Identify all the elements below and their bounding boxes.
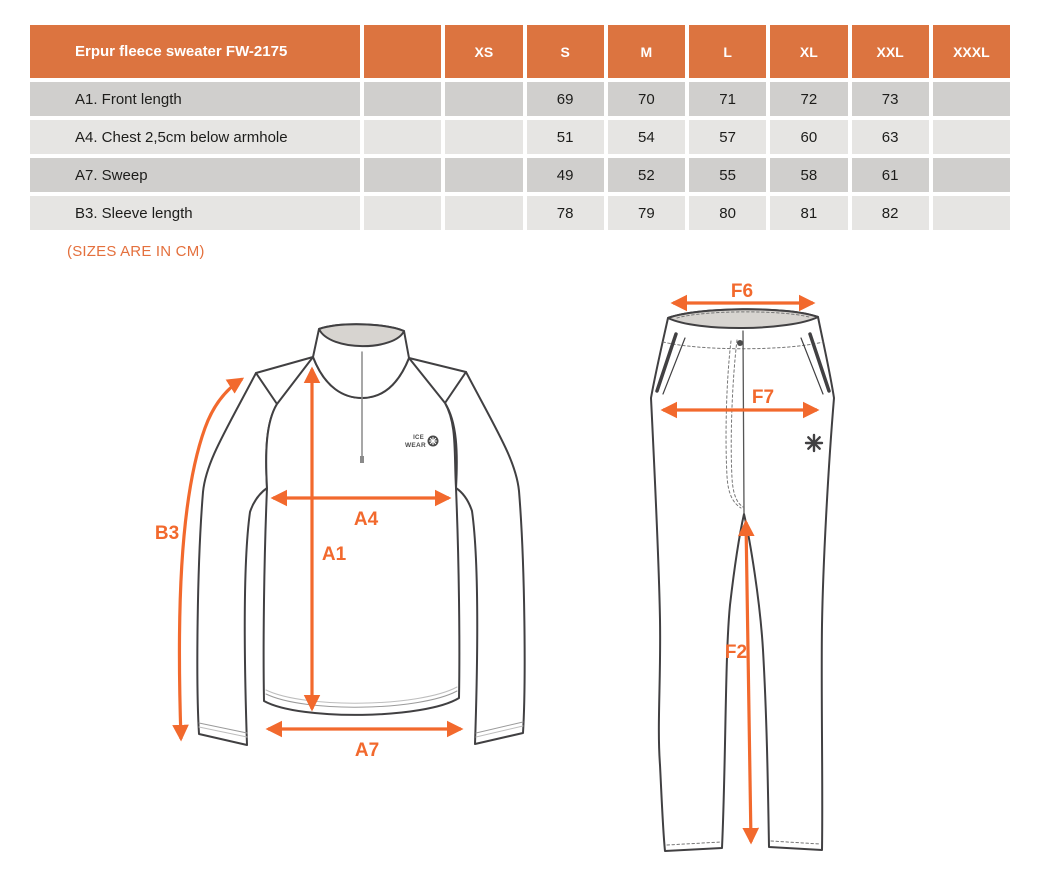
cell-value: 52	[608, 158, 685, 192]
cell-value: 70	[608, 82, 685, 116]
size-col-xl: XL	[770, 25, 847, 78]
cell-value	[933, 120, 1010, 154]
row-label: A1. Front length	[30, 82, 360, 116]
cell-value: 63	[852, 120, 929, 154]
size-table	[30, 25, 1010, 230]
cell-value	[364, 196, 441, 230]
row-label: A4. Chest 2,5cm below armhole	[30, 120, 360, 154]
zipper-pull	[360, 456, 364, 463]
row-label: B3. Sleeve length	[30, 196, 360, 230]
pants-drawing	[651, 309, 834, 851]
pants-snowflake-icon	[806, 435, 822, 451]
cell-value: 73	[852, 82, 929, 116]
size-col-m: M	[608, 25, 685, 78]
logo-text-wear: WEAR	[404, 442, 426, 449]
pants-outline	[651, 309, 834, 851]
cell-value	[933, 196, 1010, 230]
cell-value	[445, 196, 522, 230]
cell-value	[933, 158, 1010, 192]
cell-value: 79	[608, 196, 685, 230]
table-title: Erpur fleece sweater FW-2175	[30, 25, 360, 78]
label-f2: F2	[724, 642, 748, 663]
sizes-in-cm-note: (SIZES ARE IN CM)	[67, 243, 205, 260]
cell-value: 54	[608, 120, 685, 154]
label-a4: A4	[353, 509, 379, 530]
cell-value: 60	[770, 120, 847, 154]
cell-value: 82	[852, 196, 929, 230]
label-a7: A7	[354, 740, 380, 761]
label-a1: A1	[321, 544, 347, 565]
cell-value: 51	[527, 120, 604, 154]
cell-value: 58	[770, 158, 847, 192]
size-col-blank	[364, 25, 441, 78]
cell-value	[364, 82, 441, 116]
label-b3: B3	[154, 523, 180, 544]
cell-value: 61	[852, 158, 929, 192]
cell-value	[445, 120, 522, 154]
size-col-xs: XS	[445, 25, 522, 78]
arrow-f2	[746, 522, 751, 842]
cell-value: 55	[689, 158, 766, 192]
sweater-drawing	[197, 324, 524, 745]
cell-value	[445, 82, 522, 116]
waist-button	[737, 340, 743, 346]
logo-text-ice: ICE	[413, 435, 424, 441]
size-col-s: S	[527, 25, 604, 78]
cell-value	[445, 158, 522, 192]
cell-value	[364, 158, 441, 192]
cell-value: 71	[689, 82, 766, 116]
cell-value: 81	[770, 196, 847, 230]
size-col-l: L	[689, 25, 766, 78]
cell-value	[364, 120, 441, 154]
size-col-xxl: XXL	[852, 25, 929, 78]
cell-value: 78	[527, 196, 604, 230]
cell-value: 49	[527, 158, 604, 192]
cell-value: 72	[770, 82, 847, 116]
cell-value: 69	[527, 82, 604, 116]
measurement-diagram	[0, 260, 1039, 894]
label-f7: F7	[751, 387, 775, 408]
label-f6: F6	[730, 281, 754, 302]
cell-value: 80	[689, 196, 766, 230]
snowflake-badge-icon	[428, 436, 439, 447]
cell-value: 57	[689, 120, 766, 154]
row-label: A7. Sweep	[30, 158, 360, 192]
cell-value	[933, 82, 1010, 116]
size-col-xxxl: XXXL	[933, 25, 1010, 78]
